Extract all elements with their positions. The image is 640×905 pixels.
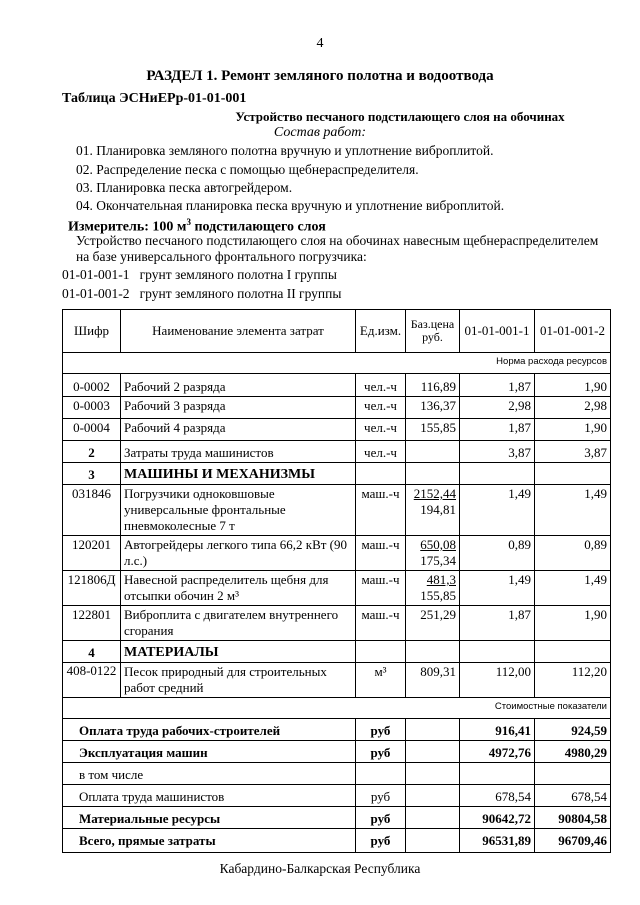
cost-item-row [63,807,611,829]
row-name: Рабочий 2 разряда [121,374,356,397]
row-price: 116,89 [406,374,460,397]
row-unit: чел.-ч [356,374,406,397]
row-code: 0-0004 [63,419,121,441]
section-title: РАЗДЕЛ 1. Ремонт земляного полотна и водоотвода [146,68,494,84]
empty-cell [406,719,460,741]
table-row [63,419,611,441]
row-unit: маш.-ч [356,606,406,641]
empty-cell [406,807,460,829]
row-name: Виброплита с двигателем внутреннего сгорания [121,606,356,641]
section-code: 4 [63,641,121,663]
header-unit: Ед.изм. [356,310,406,353]
row-value-2: 1,49 [535,485,611,536]
cost-value-2: 924,59 [535,719,611,741]
section-name: МАШИНЫ И МЕХАНИЗМЫ [121,463,356,485]
cost-value-1: 916,41 [460,719,535,741]
row-unit: маш.-ч [356,485,406,536]
work-item: 04. Окончательная планировка песка вручную и уплотнение виброплитой. [76,198,505,213]
row-name: Песок природный для строительных работ средний [121,663,356,698]
price-value-2: 194,81 [420,502,456,517]
empty-cell [535,641,611,663]
empty-cell [406,785,460,807]
empty-cell [406,641,460,663]
cost-unit: руб [356,785,406,807]
work-item: 03. Планировка песка автогрейдером. [76,180,293,195]
resource-table [62,309,611,853]
row-value-2: 0,89 [535,536,611,571]
table-row [63,397,611,419]
row-value-2: 112,20 [535,663,611,698]
empty-cell [406,763,460,785]
row-code: 0-0003 [63,397,121,419]
row-code: 121806Д [63,571,121,606]
row-value-1: 0,89 [460,536,535,571]
row-code: 031846 [63,485,121,536]
header-col1: 01-01-001-1 [460,310,535,353]
row-unit: чел.-ч [356,419,406,441]
row-value-2: 1,90 [535,374,611,397]
row-name: Погрузчики одноковшовые универсальные фронтальные пневмоколесные 7 т [121,485,356,536]
cost-unit: руб [356,807,406,829]
price-value: 650,08 [420,537,456,552]
row-value-1: 3,87 [460,441,535,463]
table-row [63,606,611,641]
row-code: 122801 [63,606,121,641]
cost-name: в том числе [63,763,356,785]
work-item: 02. Распределение песка с помощью щебнераспределителя. [76,162,419,177]
empty-cell [356,641,406,663]
row-name: Рабочий 4 разряда [121,419,356,441]
row-price: 809,31 [406,663,460,698]
cost-value-2: 96709,46 [535,829,611,853]
row-price [406,485,460,536]
cost-value-2: 678,54 [535,785,611,807]
section-name: МАТЕРИАЛЫ [121,641,356,663]
work-item: 01. Планировка земляного полотна вручную и уплотнение виброплитой. [76,143,494,158]
cost-name: Оплата труда машинистов [63,785,356,807]
cost-item-row [63,741,611,763]
cost-value-2: 90804,58 [535,807,611,829]
cost-value-1: 4972,76 [460,741,535,763]
row-price [406,571,460,606]
row-price: 251,29 [406,606,460,641]
cost-unit: руб [356,829,406,853]
section-header-row [63,463,611,485]
empty-cell [460,641,535,663]
cost-label: Стоимостные показатели [63,698,611,719]
price-value-2: 175,34 [420,553,456,568]
table-row [63,374,611,397]
price-value-2: 155,85 [420,588,456,603]
header-name: Наименование элемента затрат [121,310,356,353]
cost-item-row [63,785,611,807]
price-value: 481,3 [426,572,456,587]
row-unit: маш.-ч [356,571,406,606]
row-value-1: 1,87 [460,606,535,641]
empty-cell [406,829,460,853]
table-row [63,663,611,698]
cost-name: Материальные ресурсы [63,807,356,829]
row-value-1: 1,49 [460,485,535,536]
cost-item-row [63,829,611,853]
cost-row [63,698,611,719]
cost-unit: руб [356,741,406,763]
description: Устройство песчаного подстилающего слоя на обочинах навесным щебнераспределителем на базе универсального фронтального погрузчика: [76,233,599,264]
empty-cell [406,741,460,763]
row-name: Автогрейдеры легкого типа 66,2 кВт (90 л.с.) [121,536,356,571]
cost-value-1: 90642,72 [460,807,535,829]
machinists-row [63,441,611,463]
table-header-row [63,310,611,353]
table-row [63,485,611,536]
row-value-1: 1,49 [460,571,535,606]
code-line: 01-01-001-1 грунт земляного полотна I группы [62,267,337,282]
table-title: Таблица ЭСНиЕРр-01-01-001 [62,91,247,106]
row-name: Рабочий 3 разряда [121,397,356,419]
row-value-1: 1,87 [460,374,535,397]
composition-label: Состав работ: [273,125,367,140]
row-code: 2 [63,441,121,463]
row-unit: чел.-ч [356,441,406,463]
norm-row [63,353,611,374]
cost-unit [356,763,406,785]
row-value-1: 2,98 [460,397,535,419]
empty-cell [535,463,611,485]
row-value-2: 3,87 [535,441,611,463]
cost-name: Эксплуатация машин [63,741,356,763]
row-value-2: 1,49 [535,571,611,606]
cost-name: Всего, прямые затраты [63,829,356,853]
section-header-row [63,641,611,663]
row-code: 408-0122 [63,663,121,698]
cost-unit: руб [356,719,406,741]
row-value-1: 1,87 [460,419,535,441]
header-price: Баз.цена руб. [406,310,460,353]
cost-value-1: 96531,89 [460,829,535,853]
row-name: Навесной распределитель щебня для отсыпки обочин 2 м³ [121,571,356,606]
measure-label: Измеритель: 100 $м^3$ подстилающего слоя [68,217,326,235]
row-price: 155,85 [406,419,460,441]
row-unit: м³ [356,663,406,698]
row-unit: маш.-ч [356,536,406,571]
row-value-2: 2,98 [535,397,611,419]
code-line: 01-01-001-2 грунт земляного полотна II группы [62,286,342,301]
cost-value-2 [535,763,611,785]
cost-name: Оплата труда рабочих-строителей [63,719,356,741]
cost-item-row [63,719,611,741]
empty-cell [406,463,460,485]
cost-value-2: 4980,29 [535,741,611,763]
cost-item-row [63,763,611,785]
row-value-2: 1,90 [535,606,611,641]
section-code: 3 [63,463,121,485]
header-code: Шифр [63,310,121,353]
empty-cell [460,463,535,485]
row-price: 136,37 [406,397,460,419]
row-code: 120201 [63,536,121,571]
empty-cell [356,463,406,485]
table-row [63,571,611,606]
header-col2: 01-01-001-2 [535,310,611,353]
row-name: Затраты труда машинистов [121,441,356,463]
table-row [63,536,611,571]
page-number: 4 [316,36,324,51]
row-value-1: 112,00 [460,663,535,698]
cost-value-1 [460,763,535,785]
cost-value-1: 678,54 [460,785,535,807]
row-value-2: 1,90 [535,419,611,441]
row-unit: чел.-ч [356,397,406,419]
row-code: 0-0002 [63,374,121,397]
footer: Кабардино-Балкарская Республика [219,861,421,876]
row-price [406,536,460,571]
table-subtitle: Устройство песчаного подстилающего слоя на обочинах [235,109,565,124]
norm-label: Норма расхода ресурсов [63,353,611,374]
row-price [406,441,460,463]
price-value: 2152,44 [413,486,456,501]
